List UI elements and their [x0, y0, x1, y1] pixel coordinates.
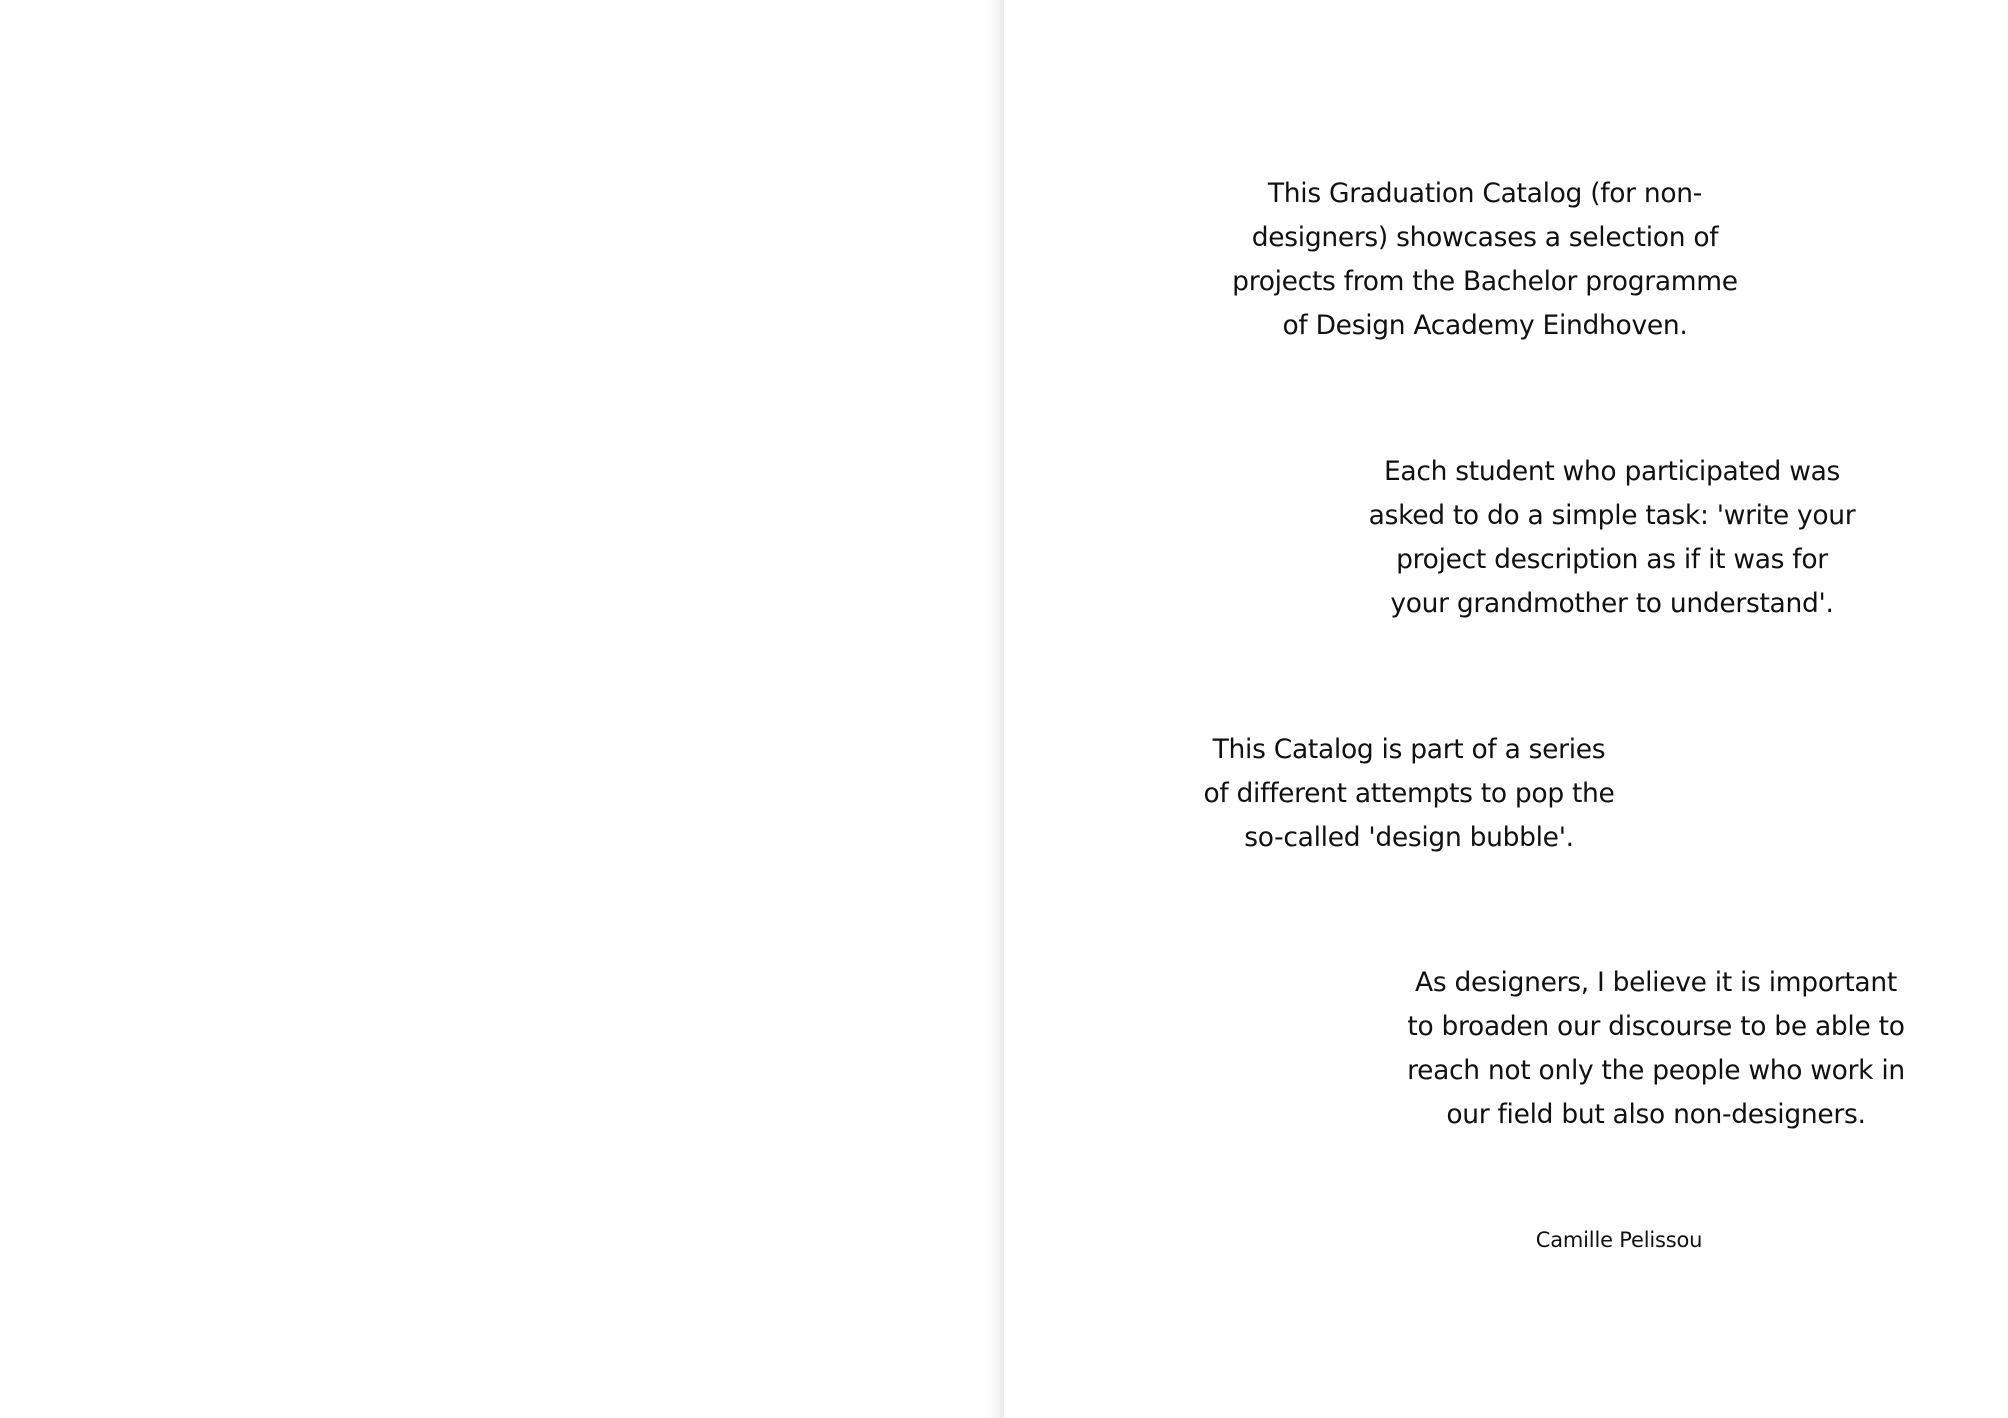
text-line: As designers, I believe it is important — [1415, 967, 1897, 998]
text-line: to broaden our discourse to be able to — [1407, 1011, 1905, 1042]
text-line: of Design Academy Eindhoven. — [1282, 310, 1688, 341]
text-line: projects from the Bachelor programme — [1232, 266, 1738, 297]
left-page-blank — [0, 0, 1003, 1418]
intro-paragraph-task — [1317, 450, 1907, 626]
intro-paragraph-catalog — [1190, 172, 1780, 348]
text-line: This Graduation Catalog (for non- — [1267, 178, 1703, 209]
text-line: our field but also non-designers. — [1446, 1099, 1866, 1130]
text-line: reach not only the people who work in — [1407, 1055, 1905, 1086]
author-signature: Camille Pelissou — [1535, 1228, 1703, 1252]
text-line: project description as if it was for — [1396, 544, 1828, 575]
intro-paragraph-discourse — [1356, 961, 1956, 1137]
text-line: of different attempts to pop the — [1203, 778, 1615, 809]
text-line: designers) showcases a selection of — [1251, 222, 1719, 253]
text-line: Each student who participated was — [1383, 456, 1841, 487]
right-page — [1004, 0, 2008, 1418]
text-line: asked to do a simple task: 'write your — [1368, 500, 1856, 531]
text-line: your grandmother to understand'. — [1390, 588, 1834, 619]
text-line: so-called 'design bubble'. — [1244, 822, 1574, 853]
intro-paragraph-series — [1159, 728, 1659, 860]
text-line: This Catalog is part of a series — [1212, 734, 1606, 765]
